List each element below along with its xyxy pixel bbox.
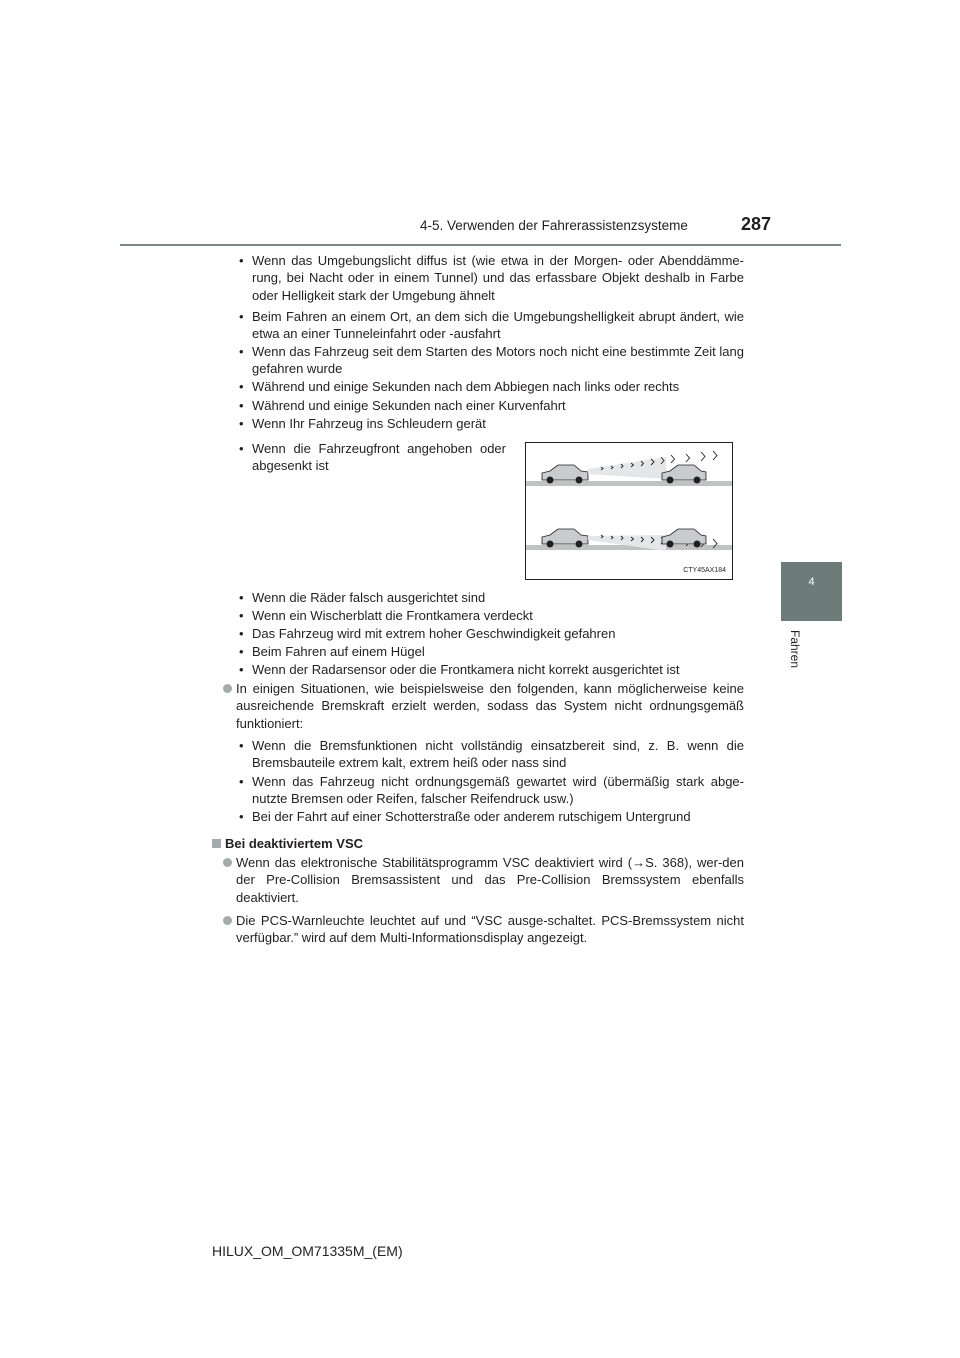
note-text: In einigen Situationen, wie beispielsweise den folgenden, kann möglicherweise keine ausreichende Bremskraft erzielt werden, sodass das System nicht ordnungsgemäß funktioniert: <box>236 681 744 731</box>
chapter-number: 4 <box>808 576 815 588</box>
list-item: • Beim Fahren an einem Ort, an dem sich die Umgebungshelligkeit abrupt ändert, wie etwa an einer Tunneleinfahrt oder -ausfahrt <box>236 308 744 343</box>
illustration-vehicle-pitch <box>525 442 733 580</box>
list-item: • Beim Fahren auf einem Hügel <box>236 643 744 660</box>
list-item: • Das Fahrzeug wird mit extrem hoher Geschwindigkeit gefahren <box>236 625 744 642</box>
vehicle-pitch-diagram <box>526 443 732 579</box>
list-item: • Bei der Fahrt auf einer Schotterstraße oder anderem rutschigem Untergrund <box>236 808 744 825</box>
car-icon <box>542 465 588 484</box>
list-item: • Wenn die Räder falsch ausgerichtet sind <box>236 589 744 606</box>
list-item: • Wenn die Fahrzeugfront angehoben oder abgesenkt ist <box>236 440 506 475</box>
car-icon <box>662 529 706 548</box>
list-item: • Wenn der Radarsensor oder die Frontkamera nicht korrekt ausgerichtet ist <box>236 661 744 678</box>
car-icon <box>542 529 588 548</box>
running-header-section: 4-5. Verwenden der Fahrerassistenzsysteme <box>420 218 688 233</box>
sensor-beam <box>588 457 666 479</box>
chapter-tab <box>781 562 842 621</box>
square-bullet-icon <box>212 839 221 848</box>
figure-code: CTY45AX184 <box>683 567 726 574</box>
list-item: • Wenn das Umgebungslicht diffus ist (wie etwa in der Morgen- oder Abenddämme-rung, bei Nacht oder in einem Tunnel) und das erfassbare Objekt deshalb in Farbe oder Helligkeit stark der Umgebung ähnelt <box>236 252 744 304</box>
list-item: • Während und einige Sekunden nach einer Kurvenfahrt <box>236 397 744 414</box>
list-item: • Wenn das Fahrzeug seit dem Starten des Motors noch nicht eine bestimmte Zeit lang gefahren wurde <box>236 343 744 378</box>
list-item: • Während und einige Sekunden nach dem Abbiegen nach links oder rechts <box>236 378 744 395</box>
chapter-label: Fahren <box>788 630 802 669</box>
circle-bullet-icon <box>223 916 232 925</box>
list-item: • Wenn ein Wischerblatt die Frontkamera verdeckt <box>236 607 744 624</box>
list-item: • Wenn Ihr Fahrzeug ins Schleudern gerät <box>236 415 744 432</box>
car-icon <box>662 465 706 484</box>
document-footer: HILUX_OM_OM71335M_(EM) <box>212 1243 403 1259</box>
road-upper <box>526 481 732 486</box>
note-item <box>223 912 744 947</box>
list-item: • Wenn das Fahrzeug nicht ordnungsgemäß gewartet wird (übermäßig stark abge-nutzte Bremsen oder Reifen, falscher Reifendruck usw.) <box>236 773 744 808</box>
note-text: Die PCS-Warnleuchte leuchtet auf und “VSC ausge-schaltet. PCS-Bremssystem nicht verfügbar.” wird auf dem Multi-Informationsdisplay angezeigt. <box>236 913 744 946</box>
section-heading <box>212 836 363 851</box>
chapter-label-wrapper <box>790 630 804 690</box>
section-heading-text: Bei deaktiviertem VSC <box>225 836 364 851</box>
note-item <box>223 680 744 732</box>
circle-bullet-icon <box>223 858 232 867</box>
header-divider <box>120 244 841 246</box>
page-number: 287 <box>741 214 772 234</box>
note-item <box>223 854 744 906</box>
note-text: Wenn das elektronische Stabilitätsprogramm VSC deaktiviert wird (→S. 368), wer-den der Pre-Collision Bremsassistent und das Pre-Collision Bremssystem ebenfalls deaktiviert. <box>236 855 744 905</box>
circle-bullet-icon <box>223 684 232 693</box>
list-item: • Wenn die Bremsfunktionen nicht vollständig einsatzbereit sind, z. B. wenn die Bremsbauteile extrem kalt, extrem heiß oder nass sind <box>236 737 744 772</box>
